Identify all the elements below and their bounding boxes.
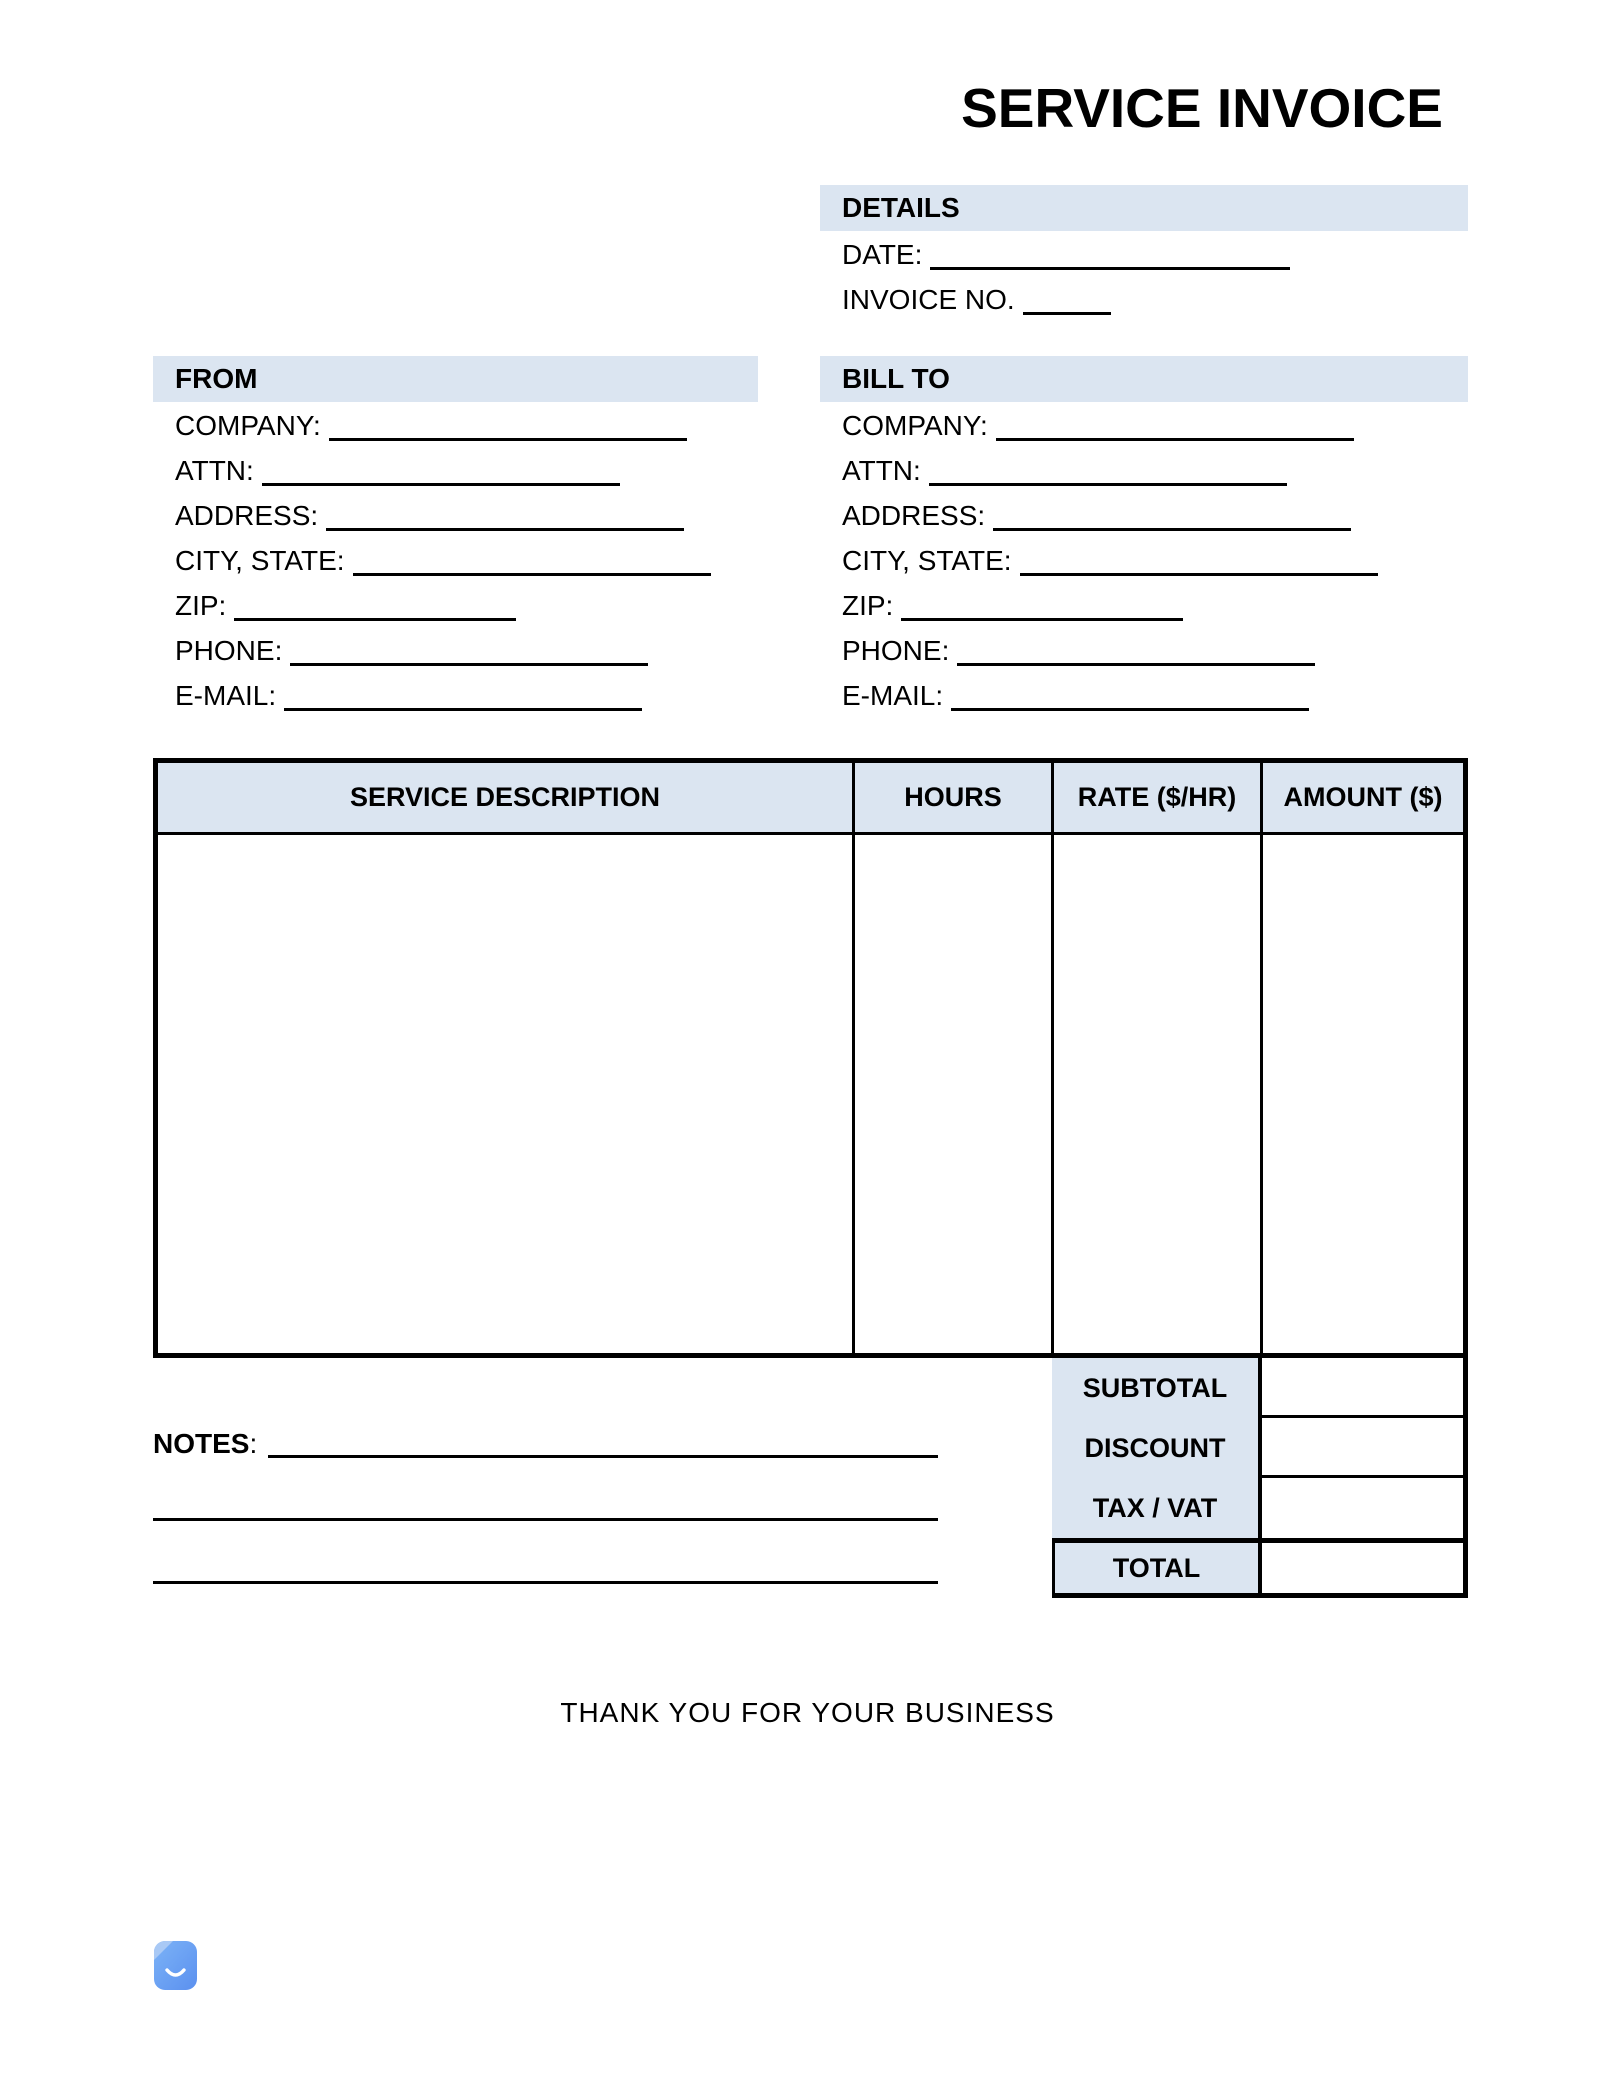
from-address-blank-line — [326, 501, 684, 531]
from-address-row — [153, 492, 758, 537]
bill-to-section — [820, 356, 1468, 717]
from-phone-row — [153, 627, 758, 672]
total-value-cell — [1258, 1538, 1468, 1598]
from-zip-label: ZIP: — [175, 590, 227, 621]
bill-to-email-label: E-MAIL: — [842, 680, 944, 711]
bill-to-address-row — [820, 492, 1468, 537]
from-email-label: E-MAIL: — [175, 680, 277, 711]
notes-blank-line-2 — [153, 1518, 938, 1521]
from-phone-blank-line — [290, 636, 648, 666]
bill-to-attn-blank-line — [929, 456, 1287, 486]
notes-label-text: NOTES — [153, 1428, 250, 1459]
bill-to-zip-row — [820, 582, 1468, 627]
bill-to-city-state-label: CITY, STATE: — [842, 545, 1012, 576]
from-address-label: ADDRESS: — [175, 500, 319, 531]
rate-cell — [1051, 835, 1260, 1353]
from-zip-row — [153, 582, 758, 627]
from-heading: FROM — [153, 356, 758, 402]
bill-to-phone-blank-line — [957, 636, 1315, 666]
amount-cell — [1260, 835, 1463, 1353]
service-table — [153, 758, 1468, 1358]
invoice-no-blank-line — [1023, 285, 1111, 315]
from-company-label: COMPANY: — [175, 410, 321, 441]
thank-you-message: THANK YOU FOR YOUR BUSINESS — [560, 1697, 1055, 1728]
tax-vat-value-cell — [1258, 1478, 1468, 1538]
bill-to-city-state-row — [820, 537, 1468, 582]
from-company-row — [153, 402, 758, 447]
discount-value-cell — [1258, 1418, 1468, 1478]
date-label: DATE: — [842, 239, 923, 270]
from-attn-label: ATTN: — [175, 455, 254, 486]
from-company-blank-line — [329, 411, 687, 441]
bill-to-email-row — [820, 672, 1468, 717]
bill-to-address-blank-line — [993, 501, 1351, 531]
col-header-rate: RATE ($/HR) — [1051, 763, 1260, 835]
details-heading: DETAILS — [820, 185, 1468, 231]
bill-to-attn-label: ATTN: — [842, 455, 921, 486]
col-header-hours: HOURS — [852, 763, 1051, 835]
bill-to-email-blank-line — [951, 681, 1309, 711]
summary-table — [1052, 1358, 1468, 1598]
page-title: SERVICE INVOICE — [961, 77, 1443, 139]
details-section — [820, 185, 1468, 321]
subtotal-value-cell — [1258, 1358, 1468, 1418]
tax-vat-label: TAX / VAT — [1052, 1478, 1258, 1538]
col-header-amount: AMOUNT ($) — [1260, 763, 1463, 835]
bill-to-company-row — [820, 402, 1468, 447]
service-description-cell — [158, 835, 852, 1353]
bill-to-zip-blank-line — [901, 591, 1183, 621]
from-attn-blank-line — [262, 456, 620, 486]
bill-to-company-label: COMPANY: — [842, 410, 988, 441]
from-phone-label: PHONE: — [175, 635, 283, 666]
hours-cell — [852, 835, 1051, 1353]
date-field-row — [820, 231, 1468, 276]
from-city-state-blank-line — [353, 546, 711, 576]
notes-label-colon: : — [249, 1428, 258, 1459]
invoice-no-label: INVOICE NO. — [842, 284, 1015, 315]
bill-to-address-label: ADDRESS: — [842, 500, 986, 531]
col-header-service-description: SERVICE DESCRIPTION — [158, 763, 852, 835]
bill-to-heading: BILL TO — [820, 356, 1468, 402]
from-email-blank-line — [284, 681, 642, 711]
notes-blank-line-3 — [153, 1581, 938, 1584]
invoice-no-field-row — [820, 276, 1468, 321]
discount-label: DISCOUNT — [1052, 1418, 1258, 1478]
bill-to-attn-row — [820, 447, 1468, 492]
total-label: TOTAL — [1052, 1538, 1258, 1598]
from-attn-row — [153, 447, 758, 492]
bill-to-city-state-blank-line — [1020, 546, 1378, 576]
bill-to-company-blank-line — [996, 411, 1354, 441]
from-section — [153, 356, 758, 717]
bill-to-phone-label: PHONE: — [842, 635, 950, 666]
notes-label — [153, 1429, 257, 1459]
from-city-state-row — [153, 537, 758, 582]
notes-blank-line-1 — [268, 1455, 938, 1458]
smiling-document-icon — [154, 1941, 197, 1990]
bill-to-phone-row — [820, 627, 1468, 672]
bill-to-zip-label: ZIP: — [842, 590, 894, 621]
subtotal-label: SUBTOTAL — [1052, 1358, 1258, 1418]
from-city-state-label: CITY, STATE: — [175, 545, 345, 576]
smiling-document-logo — [154, 1941, 197, 1990]
from-email-row — [153, 672, 758, 717]
from-zip-blank-line — [234, 591, 516, 621]
date-blank-line — [930, 240, 1290, 270]
